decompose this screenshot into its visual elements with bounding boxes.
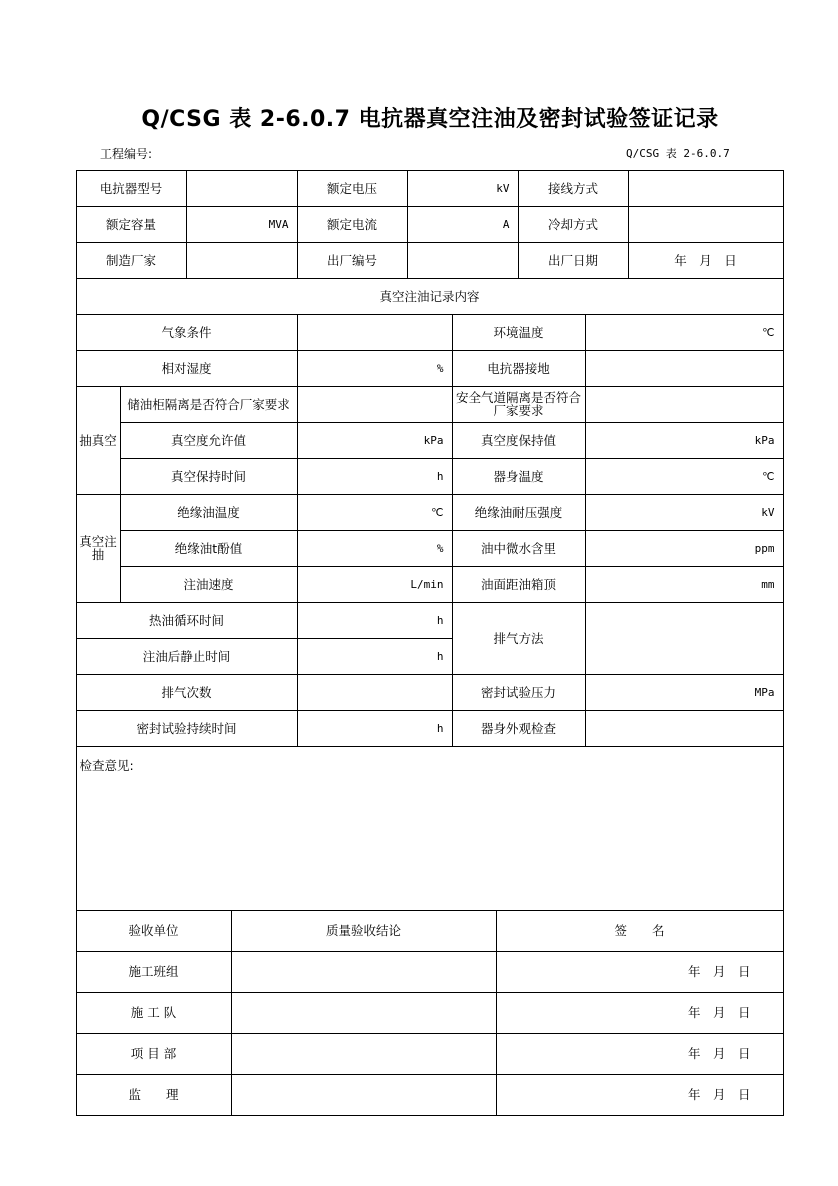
input-ambient_temp[interactable] — [585, 314, 784, 351]
label-rated-capacity — [76, 206, 187, 243]
label-vac_allow — [120, 422, 298, 459]
label-factory-date-text: 出厂日期 — [547, 252, 598, 268]
label-vac_hold-text: 真空度保持值 — [480, 432, 556, 448]
input-rest_time[interactable] — [297, 638, 453, 675]
label-hot_cycle — [76, 602, 298, 639]
input-humidity[interactable] — [297, 350, 453, 387]
project-number-label: 工程编号: — [100, 147, 153, 161]
input-model[interactable] — [186, 170, 298, 207]
input-seal_duration[interactable] — [297, 710, 453, 747]
signoff-header-text: 验收单位 — [128, 923, 179, 938]
label-grounding — [452, 350, 586, 387]
input-wiring[interactable] — [628, 170, 784, 207]
signoff-unit — [76, 992, 232, 1034]
label-oil_level — [452, 566, 586, 603]
label-seal_pressure-text: 密封试验压力 — [480, 684, 556, 700]
label-ambient_temp-text: 环境温度 — [493, 324, 544, 340]
input-vac_time[interactable] — [297, 458, 453, 495]
input-fill_speed[interactable] — [297, 566, 453, 603]
label-rated-current-text: 额定电流 — [326, 216, 377, 232]
group-vacuum — [76, 386, 121, 495]
input-grounding[interactable] — [585, 350, 784, 387]
input-serial[interactable] — [407, 242, 519, 279]
label-serial — [297, 242, 408, 279]
group-vacuum-text: 抽真空 — [79, 432, 117, 448]
input-conservator[interactable] — [297, 386, 453, 423]
label-wiring-text: 接线方式 — [547, 180, 598, 196]
input-vac_hold-text: kPa — [754, 433, 775, 447]
input-oil_bdv[interactable] — [585, 494, 784, 531]
input-manufacturer[interactable] — [186, 242, 298, 279]
label-vent_count-text: 排气次数 — [161, 684, 212, 700]
label-weather-text: 气象条件 — [161, 324, 212, 340]
label-safety-duct — [452, 386, 586, 423]
section-title-text: 真空注油记录内容 — [379, 288, 480, 304]
label-safety-duct-text: 安全气道隔离是否符合厂家要求 — [455, 390, 581, 418]
input-rest_time-text: h — [436, 649, 444, 663]
input-oil_bdv-text: kV — [761, 505, 775, 519]
signoff-unit — [76, 1033, 232, 1075]
label-weather — [76, 314, 298, 351]
signoff-signature-text: 年 月 日 — [687, 1005, 751, 1020]
input-body_check[interactable] — [585, 710, 784, 747]
label-manufacturer-text: 制造厂家 — [105, 252, 156, 268]
label-oil_tan — [120, 530, 298, 567]
label-vac_allow-text: 真空度允许值 — [170, 432, 246, 448]
signoff-unit-text: 项 目 部 — [130, 1046, 177, 1061]
input-cooling[interactable] — [628, 206, 784, 243]
input-oil_temp[interactable] — [297, 494, 453, 531]
remarks-field[interactable] — [76, 746, 784, 911]
input-seal_duration-text: h — [436, 721, 444, 735]
signoff-header — [76, 910, 232, 952]
input-body_temp[interactable] — [585, 458, 784, 495]
label-wiring — [518, 170, 629, 207]
input-hot_cycle-text: h — [436, 613, 444, 627]
group-vacuum-fill-text: 真空注抽 — [79, 534, 117, 562]
label-rated-voltage — [297, 170, 408, 207]
input-factory-date-text: 年 月 日 — [674, 252, 737, 268]
signoff-unit-text: 施 工 队 — [130, 1005, 177, 1020]
label-vac_hold — [452, 422, 586, 459]
signoff-signature-text: 年 月 日 — [687, 1087, 751, 1102]
label-water-text: 油中微水含里 — [480, 540, 556, 556]
group-vacuum-fill — [76, 494, 121, 603]
input-rated-current[interactable] — [407, 206, 519, 243]
signoff-signature[interactable] — [496, 951, 784, 993]
label-hot_cycle-text: 热油循环时间 — [148, 612, 224, 628]
label-body_temp-text: 器身温度 — [493, 468, 544, 484]
input-oil_temp-text: ℃ — [431, 505, 444, 519]
signoff-conclusion[interactable] — [231, 1033, 497, 1075]
label-ambient_temp — [452, 314, 586, 351]
input-humidity-text: % — [436, 361, 444, 375]
input-oil_tan-text: % — [436, 541, 444, 555]
input-ambient_temp-text: ℃ — [762, 325, 775, 339]
signoff-signature[interactable] — [496, 1074, 784, 1116]
signoff-conclusion[interactable] — [231, 992, 497, 1034]
input-rated-capacity[interactable] — [186, 206, 298, 243]
input-rated-capacity-text: MVA — [268, 217, 289, 231]
input-vac_allow[interactable] — [297, 422, 453, 459]
signoff-conclusion[interactable] — [231, 951, 497, 993]
label-grounding-text: 电抗器接地 — [487, 360, 550, 376]
input-rated-voltage[interactable] — [407, 170, 519, 207]
label-oil_level-text: 油面距油箱顶 — [480, 576, 556, 592]
signoff-signature[interactable] — [496, 1033, 784, 1075]
label-model-text: 电抗器型号 — [99, 180, 163, 196]
signoff-header — [496, 910, 784, 952]
label-rest_time — [76, 638, 298, 675]
label-fill_speed-text: 注油速度 — [183, 576, 234, 592]
signoff-unit-text: 施工班组 — [128, 964, 179, 979]
input-hot_cycle[interactable] — [297, 602, 453, 639]
input-water[interactable] — [585, 530, 784, 567]
input-oil_level-text: mm — [761, 577, 775, 591]
input-factory-date[interactable] — [628, 242, 784, 279]
input-rated-voltage-text: kV — [496, 181, 510, 195]
label-vent_count — [76, 674, 298, 711]
label-water — [452, 530, 586, 567]
label-conservator-text: 储油柜隔离是否符合厂家要求 — [127, 396, 290, 412]
input-vent-method[interactable] — [585, 602, 784, 675]
signoff-signature-text: 年 月 日 — [687, 964, 751, 979]
input-vent_count[interactable] — [297, 674, 453, 711]
page-title: Q/CSG 表 2-6.0.7 电抗器真空注油及密封试验签证记录 — [141, 107, 719, 132]
label-body_check-text: 器身外观检查 — [480, 720, 556, 736]
label-oil_bdv — [452, 494, 586, 531]
label-seal_duration-text: 密封试验持续时间 — [136, 720, 237, 736]
label-oil_temp — [120, 494, 298, 531]
label-body_temp — [452, 458, 586, 495]
input-fill_speed-text: L/min — [410, 577, 444, 591]
input-vac_allow-text: kPa — [423, 433, 444, 447]
signoff-conclusion[interactable] — [231, 1074, 497, 1116]
label-body_check — [452, 710, 586, 747]
label-seal_pressure — [452, 674, 586, 711]
label-oil_tan-text: 绝缘油t酚值 — [174, 540, 243, 556]
section-title — [76, 278, 784, 315]
input-oil_level[interactable] — [585, 566, 784, 603]
label-humidity — [76, 350, 298, 387]
label-vent-method-text: 排气方法 — [493, 630, 544, 646]
input-safety-duct[interactable] — [585, 386, 784, 423]
signoff-signature[interactable] — [496, 992, 784, 1034]
input-vac_time-text: h — [436, 469, 444, 483]
label-rest_time-text: 注油后静止时间 — [142, 648, 231, 664]
input-oil_tan[interactable] — [297, 530, 453, 567]
label-conservator — [120, 386, 298, 423]
label-fill_speed — [120, 566, 298, 603]
input-vac_hold[interactable] — [585, 422, 784, 459]
signoff-signature-text: 年 月 日 — [687, 1046, 751, 1061]
signoff-unit-text: 监 理 — [128, 1087, 179, 1102]
label-rated-voltage-text: 额定电压 — [326, 180, 377, 196]
form-code: Q/CSG 表 2-6.0.7 — [626, 147, 730, 160]
remarks-field-text: 检查意见: — [79, 757, 134, 773]
label-manufacturer — [76, 242, 187, 279]
input-body_temp-text: ℃ — [762, 469, 775, 483]
label-factory-date — [518, 242, 629, 279]
input-weather[interactable] — [297, 314, 453, 351]
label-oil_bdv-text: 绝缘油耐压强度 — [474, 504, 563, 520]
signoff-header-text: 签 名 — [614, 923, 665, 938]
label-rated-current — [297, 206, 408, 243]
label-cooling — [518, 206, 629, 243]
label-vac_time-text: 真空保持时间 — [170, 468, 246, 484]
label-vent-method — [452, 602, 586, 675]
signoff-header — [231, 910, 497, 952]
label-humidity-text: 相对湿度 — [161, 360, 212, 376]
signoff-unit — [76, 1074, 232, 1116]
input-seal_pressure[interactable] — [585, 674, 784, 711]
input-rated-current-text: A — [502, 217, 510, 231]
signoff-header-text: 质量验收结论 — [325, 923, 401, 938]
label-serial-text: 出厂编号 — [326, 252, 377, 268]
label-vac_time — [120, 458, 298, 495]
input-water-text: ppm — [754, 541, 775, 555]
label-cooling-text: 冷却方式 — [547, 216, 598, 232]
input-seal_pressure-text: MPa — [754, 685, 775, 699]
signoff-unit — [76, 951, 232, 993]
label-seal_duration — [76, 710, 298, 747]
label-oil_temp-text: 绝缘油温度 — [177, 504, 240, 520]
label-model — [76, 170, 187, 207]
label-rated-capacity-text: 额定容量 — [105, 216, 156, 232]
